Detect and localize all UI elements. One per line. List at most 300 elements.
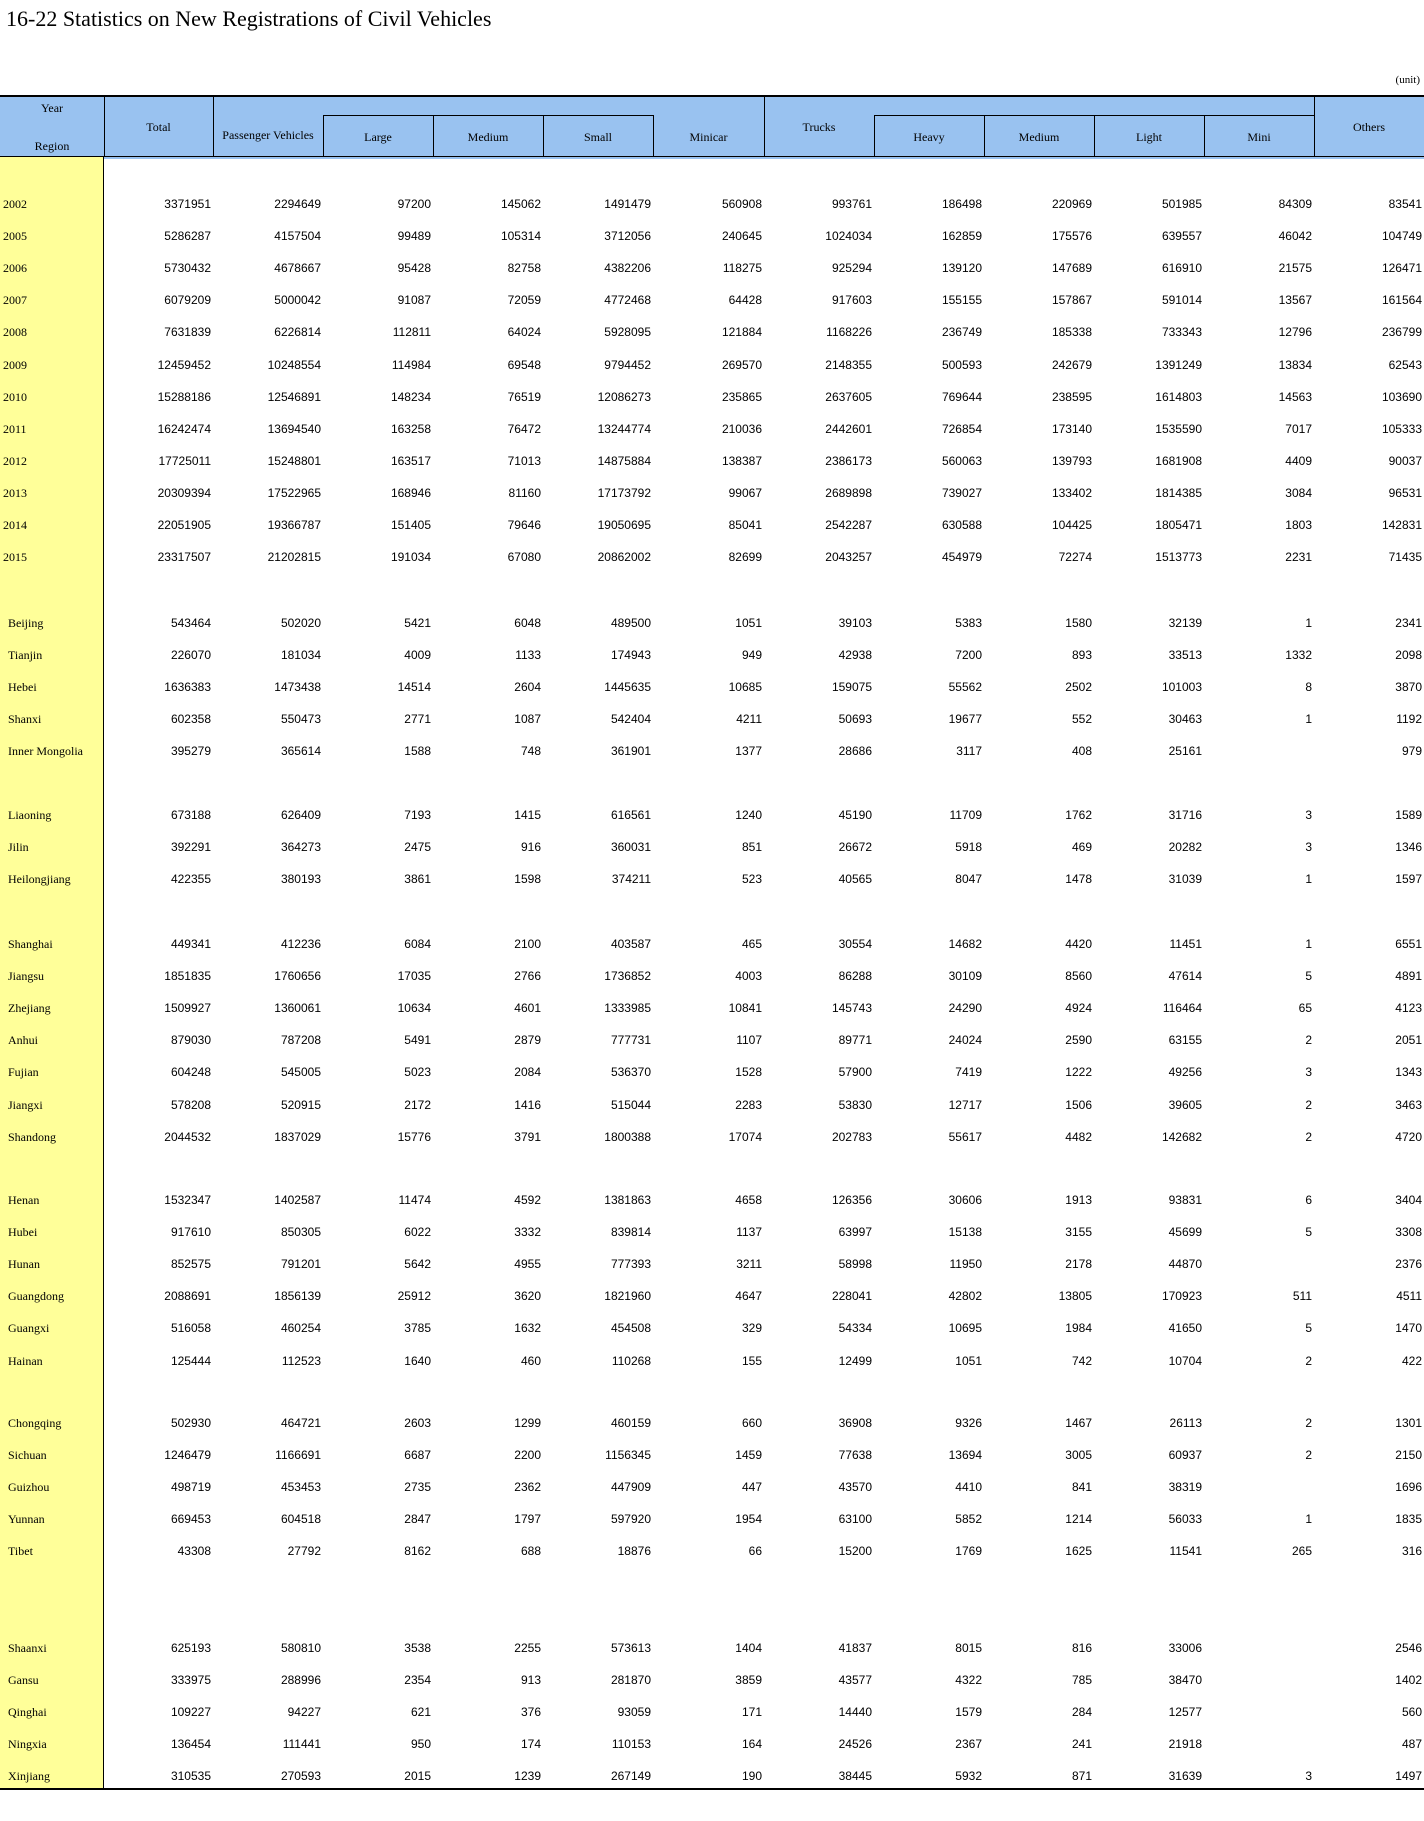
cell-value: 916 bbox=[520, 840, 541, 855]
cell-value: 4420 bbox=[1065, 937, 1092, 951]
cell-value: 5000042 bbox=[274, 293, 321, 308]
cell-value: 993761 bbox=[831, 197, 872, 211]
cell-value: 66 bbox=[748, 1544, 762, 1559]
cell-value: 10685 bbox=[728, 680, 762, 695]
cell-value: 62543 bbox=[1388, 357, 1422, 372]
cell-value: 43577 bbox=[838, 1673, 872, 1688]
row-label: 2008 bbox=[3, 325, 27, 340]
cell-value: 1954 bbox=[735, 1512, 762, 1527]
cell-value: 2442601 bbox=[825, 421, 872, 436]
cell-value: 1415 bbox=[514, 808, 541, 822]
cell-value: 147689 bbox=[1051, 261, 1092, 276]
row-label: Inner Mongolia bbox=[8, 744, 83, 759]
cell-value: 3538 bbox=[404, 1641, 431, 1655]
grid-line bbox=[0, 156, 1424, 157]
cell-value: 46042 bbox=[1278, 229, 1312, 244]
cell-value: 12796 bbox=[1278, 325, 1312, 340]
cell-value: 38470 bbox=[1168, 1673, 1202, 1688]
cell-value: 597920 bbox=[610, 1512, 651, 1527]
cell-value: 487 bbox=[1401, 1737, 1422, 1752]
cell-value: 1 bbox=[1305, 937, 1312, 951]
cell-value: 12459452 bbox=[157, 357, 211, 372]
cell-value: 27792 bbox=[287, 1544, 321, 1559]
table-row bbox=[0, 704, 1424, 736]
cell-value: 5918 bbox=[955, 840, 982, 855]
cell-value: 1467 bbox=[1065, 1416, 1092, 1430]
cell-value: 2231 bbox=[1285, 550, 1312, 565]
cell-value: 3712056 bbox=[604, 229, 651, 244]
cell-value: 460254 bbox=[280, 1321, 321, 1336]
header-region: Region bbox=[34, 139, 70, 153]
cell-value: 82758 bbox=[507, 261, 541, 276]
row-label: Hubei bbox=[8, 1225, 38, 1240]
table-row bbox=[0, 414, 1424, 446]
cell-value: 454979 bbox=[941, 550, 982, 565]
cell-value: 4410 bbox=[955, 1480, 982, 1495]
cell-value: 19677 bbox=[948, 712, 982, 727]
cell-value: 81160 bbox=[508, 485, 541, 500]
cell-value: 22051905 bbox=[157, 518, 211, 532]
cell-value: 9794452 bbox=[604, 357, 651, 372]
cell-value: 616561 bbox=[610, 808, 651, 822]
table-row bbox=[0, 253, 1424, 285]
cell-value: 333975 bbox=[170, 1673, 211, 1688]
cell-value: 2546 bbox=[1395, 1641, 1422, 1655]
grid-line bbox=[764, 95, 765, 157]
cell-value: 7017 bbox=[1285, 421, 1312, 436]
cell-value: 288996 bbox=[280, 1673, 321, 1688]
cell-value: 469 bbox=[1071, 840, 1092, 855]
cell-value: 449341 bbox=[170, 937, 211, 951]
cell-value: 4678667 bbox=[274, 261, 321, 276]
cell-value: 1391249 bbox=[1155, 357, 1202, 372]
row-label: Ningxia bbox=[8, 1737, 47, 1752]
table-row bbox=[0, 640, 1424, 672]
cell-value: 2604 bbox=[514, 680, 541, 695]
unit-label: (unit) bbox=[1395, 74, 1420, 86]
row-label: Guangxi bbox=[8, 1321, 50, 1336]
cell-value: 164 bbox=[741, 1737, 762, 1752]
cell-value: 3859 bbox=[735, 1673, 762, 1688]
cell-value: 464721 bbox=[280, 1416, 321, 1430]
row-label: 2002 bbox=[3, 197, 27, 211]
cell-value: 139793 bbox=[1051, 453, 1092, 468]
cell-value: 1343 bbox=[1395, 1065, 1422, 1080]
table-row bbox=[0, 1504, 1424, 1536]
table-bottom-border bbox=[0, 1788, 1424, 1790]
cell-value: 3332 bbox=[514, 1225, 541, 1240]
cell-value: 639557 bbox=[1161, 229, 1202, 244]
row-label: Shanxi bbox=[8, 712, 42, 727]
table-row bbox=[0, 1122, 1424, 1154]
row-label: Henan bbox=[8, 1193, 40, 1207]
cell-value: 950 bbox=[410, 1737, 431, 1752]
cell-value: 3785 bbox=[404, 1321, 431, 1336]
table-row bbox=[0, 1249, 1424, 1281]
cell-value: 1856139 bbox=[274, 1289, 321, 1304]
cell-value: 453453 bbox=[280, 1480, 321, 1495]
cell-value: 126471 bbox=[1381, 261, 1422, 276]
cell-value: 4211 bbox=[736, 712, 762, 727]
grid-line bbox=[874, 115, 875, 157]
cell-value: 139120 bbox=[941, 261, 982, 276]
row-label: Shandong bbox=[8, 1129, 56, 1144]
cell-value: 5491 bbox=[404, 1033, 431, 1048]
cell-value: 53830 bbox=[838, 1097, 872, 1112]
row-label: 2015 bbox=[3, 550, 27, 565]
header-truck-medium: Medium bbox=[1018, 130, 1060, 144]
cell-value: 1696 bbox=[1395, 1480, 1422, 1495]
cell-value: 4482 bbox=[1065, 1129, 1092, 1144]
cell-value: 3404 bbox=[1395, 1193, 1422, 1207]
cell-value: 785 bbox=[1071, 1673, 1092, 1688]
header-others: Others bbox=[1353, 120, 1385, 134]
cell-value: 71435 bbox=[1388, 550, 1422, 565]
cell-value: 28686 bbox=[838, 744, 872, 759]
cell-value: 8 bbox=[1305, 680, 1312, 695]
cell-value: 1051 bbox=[955, 1353, 982, 1368]
cell-value: 739027 bbox=[941, 485, 982, 500]
cell-value: 361901 bbox=[610, 744, 651, 759]
cell-value: 502020 bbox=[280, 616, 321, 630]
header-mini: Mini bbox=[1247, 130, 1271, 144]
cell-value: 104425 bbox=[1051, 518, 1092, 532]
cell-value: 454508 bbox=[610, 1321, 651, 1336]
cell-value: 43308 bbox=[177, 1544, 211, 1559]
cell-value: 86288 bbox=[838, 969, 872, 984]
table-row bbox=[0, 1217, 1424, 1249]
cell-value: 9326 bbox=[955, 1416, 982, 1430]
cell-value: 465 bbox=[741, 937, 762, 951]
row-label: Liaoning bbox=[8, 808, 52, 822]
cell-value: 2735 bbox=[404, 1480, 431, 1495]
cell-value: 8560 bbox=[1065, 969, 1092, 984]
grid-line bbox=[104, 95, 105, 157]
table-row bbox=[0, 1697, 1424, 1729]
cell-value: 791201 bbox=[280, 1257, 321, 1272]
cell-value: 2771 bbox=[404, 712, 431, 727]
cell-value: 226070 bbox=[170, 648, 211, 663]
cell-value: 1239 bbox=[514, 1769, 541, 1784]
cell-value: 4924 bbox=[1065, 1001, 1092, 1016]
cell-value: 14875884 bbox=[597, 453, 651, 468]
cell-value: 30109 bbox=[948, 969, 982, 984]
table-row bbox=[0, 221, 1424, 253]
cell-value: 3084 bbox=[1285, 485, 1312, 500]
cell-value: 501985 bbox=[1161, 197, 1202, 211]
row-label: Anhui bbox=[8, 1033, 38, 1048]
cell-value: 1835 bbox=[1395, 1512, 1422, 1527]
cell-value: 31639 bbox=[1168, 1769, 1202, 1784]
cell-value: 238595 bbox=[1051, 389, 1092, 404]
cell-value: 90037 bbox=[1388, 453, 1422, 468]
cell-value: 6687 bbox=[404, 1448, 431, 1463]
cell-value: 17074 bbox=[728, 1129, 762, 1144]
cell-value: 24526 bbox=[838, 1737, 872, 1752]
cell-value: 580810 bbox=[280, 1641, 321, 1655]
cell-value: 126356 bbox=[831, 1193, 872, 1207]
cell-value: 616910 bbox=[1161, 261, 1202, 276]
cell-value: 83541 bbox=[1388, 197, 1422, 211]
table-row bbox=[0, 1729, 1424, 1761]
cell-value: 5023 bbox=[404, 1065, 431, 1080]
table-row bbox=[0, 1057, 1424, 1089]
cell-value: 17522965 bbox=[267, 485, 321, 500]
cell-value: 64428 bbox=[728, 293, 762, 308]
row-label: Chongqing bbox=[8, 1416, 62, 1430]
cell-value: 5932 bbox=[955, 1769, 982, 1784]
cell-value: 105333 bbox=[1381, 421, 1422, 436]
cell-value: 45190 bbox=[838, 808, 872, 822]
cell-value: 1402587 bbox=[274, 1193, 321, 1207]
row-label: Guangdong bbox=[8, 1289, 64, 1304]
table-row bbox=[0, 350, 1424, 382]
cell-value: 1614803 bbox=[1155, 389, 1202, 404]
cell-value: 1166691 bbox=[275, 1448, 321, 1463]
cell-value: 1814385 bbox=[1155, 485, 1202, 500]
header-year: Year bbox=[40, 101, 64, 115]
cell-value: 33006 bbox=[1168, 1641, 1202, 1655]
cell-value: 40565 bbox=[838, 872, 872, 887]
grid-line bbox=[874, 115, 1315, 116]
cell-value: 4955 bbox=[514, 1257, 541, 1272]
cell-value: 621 bbox=[410, 1705, 431, 1720]
cell-value: 578208 bbox=[170, 1097, 211, 1112]
cell-value: 2283 bbox=[735, 1097, 762, 1112]
cell-value: 6084 bbox=[404, 937, 431, 951]
cell-value: 72274 bbox=[1058, 550, 1092, 565]
cell-value: 31039 bbox=[1168, 872, 1202, 887]
cell-value: 1760656 bbox=[274, 969, 321, 984]
cell-value: 1803 bbox=[1285, 518, 1312, 532]
cell-value: 4382206 bbox=[604, 261, 651, 276]
cell-value: 2542287 bbox=[825, 518, 872, 532]
cell-value: 3463 bbox=[1395, 1097, 1422, 1112]
row-label: Jiangsu bbox=[8, 969, 44, 984]
cell-value: 2590 bbox=[1065, 1033, 1092, 1048]
cell-value: 879030 bbox=[170, 1033, 211, 1048]
cell-value: 1416 bbox=[514, 1097, 541, 1112]
cell-value: 3155 bbox=[1065, 1225, 1092, 1240]
cell-value: 1459 bbox=[735, 1448, 762, 1463]
cell-value: 39103 bbox=[838, 616, 872, 630]
cell-value: 1301 bbox=[1395, 1416, 1422, 1430]
cell-value: 688 bbox=[520, 1544, 541, 1559]
cell-value: 1984 bbox=[1065, 1321, 1092, 1336]
cell-value: 1470 bbox=[1395, 1321, 1422, 1336]
cell-value: 560 bbox=[1401, 1705, 1422, 1720]
table-row bbox=[0, 542, 1424, 574]
table-row bbox=[0, 446, 1424, 478]
cell-value: 604518 bbox=[280, 1512, 321, 1527]
cell-value: 851 bbox=[741, 840, 762, 855]
cell-value: 852575 bbox=[170, 1257, 211, 1272]
cell-value: 121884 bbox=[721, 325, 762, 340]
cell-value: 30463 bbox=[1168, 712, 1202, 727]
row-label: Sichuan bbox=[8, 1448, 47, 1463]
cell-value: 310535 bbox=[170, 1769, 211, 1784]
cell-value: 12577 bbox=[1168, 1705, 1202, 1720]
cell-value: 6022 bbox=[404, 1225, 431, 1240]
cell-value: 163517 bbox=[390, 453, 431, 468]
cell-value: 591014 bbox=[1161, 293, 1202, 308]
cell-value: 1913 bbox=[1065, 1193, 1092, 1207]
cell-value: 11950 bbox=[949, 1257, 982, 1272]
cell-value: 138387 bbox=[721, 453, 762, 468]
cell-value: 2 bbox=[1305, 1033, 1312, 1048]
cell-value: 17173792 bbox=[597, 485, 651, 500]
table-row bbox=[0, 478, 1424, 510]
cell-value: 11451 bbox=[1169, 937, 1202, 951]
cell-value: 6048 bbox=[514, 616, 541, 630]
cell-value: 5 bbox=[1305, 969, 1312, 984]
cell-value: 10695 bbox=[948, 1321, 982, 1336]
cell-value: 56033 bbox=[1168, 1512, 1202, 1527]
cell-value: 787208 bbox=[280, 1033, 321, 1048]
row-label: Xinjiang bbox=[8, 1769, 50, 1784]
cell-value: 15200 bbox=[838, 1544, 872, 1559]
cell-value: 3005 bbox=[1065, 1448, 1092, 1463]
table-row bbox=[0, 1665, 1424, 1697]
cell-value: 2766 bbox=[514, 969, 541, 984]
cell-value: 1632 bbox=[514, 1321, 541, 1336]
cell-value: 2148355 bbox=[825, 357, 872, 372]
cell-value: 13694540 bbox=[267, 421, 321, 436]
cell-value: 18876 bbox=[617, 1544, 651, 1559]
cell-value: 4003 bbox=[735, 969, 762, 984]
cell-value: 4658 bbox=[735, 1193, 762, 1207]
cell-value: 15248801 bbox=[267, 453, 321, 468]
cell-value: 913 bbox=[520, 1673, 541, 1688]
cell-value: 2172 bbox=[404, 1097, 431, 1112]
cell-value: 1377 bbox=[735, 744, 762, 759]
table-row bbox=[0, 1281, 1424, 1313]
cell-value: 3 bbox=[1305, 840, 1312, 855]
cell-value: 1299 bbox=[514, 1416, 541, 1430]
cell-value: 7419 bbox=[955, 1065, 982, 1080]
row-label: Qinghai bbox=[8, 1705, 47, 1720]
grid-line bbox=[433, 115, 434, 157]
cell-value: 269570 bbox=[721, 357, 762, 372]
cell-value: 4891 bbox=[1395, 969, 1422, 984]
cell-value: 94227 bbox=[287, 1705, 321, 1720]
cell-value: 284 bbox=[1071, 1705, 1092, 1720]
cell-value: 626409 bbox=[280, 808, 321, 822]
cell-value: 111441 bbox=[282, 1737, 321, 1752]
cell-value: 1051 bbox=[735, 616, 762, 630]
cell-value: 202783 bbox=[831, 1129, 872, 1144]
cell-value: 520915 bbox=[280, 1097, 321, 1112]
cell-value: 726854 bbox=[941, 421, 982, 436]
cell-value: 2150 bbox=[1395, 1448, 1422, 1463]
table-row bbox=[0, 864, 1424, 896]
cell-value: 67080 bbox=[507, 550, 541, 565]
cell-value: 5642 bbox=[404, 1257, 431, 1272]
cell-value: 4772468 bbox=[604, 293, 651, 308]
cell-value: 460 bbox=[520, 1353, 541, 1368]
cell-value: 4601 bbox=[514, 1001, 541, 1016]
cell-value: 110153 bbox=[611, 1737, 651, 1752]
cell-value: 364273 bbox=[280, 840, 321, 855]
cell-value: 6226814 bbox=[274, 325, 321, 340]
cell-value: 543464 bbox=[170, 616, 211, 630]
cell-value: 748 bbox=[520, 744, 541, 759]
cell-value: 151405 bbox=[390, 518, 431, 532]
cell-value: 136454 bbox=[170, 1737, 211, 1752]
cell-value: 13694 bbox=[948, 1448, 982, 1463]
cell-value: 1851835 bbox=[164, 969, 211, 984]
cell-value: 65 bbox=[1298, 1001, 1312, 1016]
cell-value: 1579 bbox=[955, 1705, 982, 1720]
cell-value: 917610 bbox=[170, 1225, 211, 1240]
cell-value: 95428 bbox=[397, 261, 431, 276]
cell-value: 270593 bbox=[280, 1769, 321, 1784]
cell-value: 57900 bbox=[838, 1065, 872, 1080]
cell-value: 44870 bbox=[1168, 1257, 1202, 1272]
cell-value: 5286287 bbox=[164, 229, 211, 244]
cell-value: 5421 bbox=[404, 616, 431, 630]
table-row bbox=[0, 317, 1424, 349]
cell-value: 8047 bbox=[955, 872, 982, 887]
cell-value: 604248 bbox=[170, 1065, 211, 1080]
row-label: 2012 bbox=[3, 453, 27, 468]
cell-value: 5852 bbox=[955, 1512, 982, 1527]
row-label: 2014 bbox=[3, 518, 27, 532]
cell-value: 560063 bbox=[941, 453, 982, 468]
cell-value: 13834 bbox=[1278, 357, 1312, 372]
cell-value: 30606 bbox=[948, 1193, 982, 1207]
cell-value: 395279 bbox=[170, 744, 211, 759]
cell-value: 2367 bbox=[955, 1737, 982, 1752]
cell-value: 498719 bbox=[170, 1480, 211, 1495]
cell-value: 3371951 bbox=[164, 197, 211, 211]
cell-value: 133402 bbox=[1051, 485, 1092, 500]
cell-value: 2051 bbox=[1395, 1033, 1422, 1048]
cell-value: 155155 bbox=[941, 293, 982, 308]
table-row bbox=[0, 1185, 1424, 1217]
row-label: 2007 bbox=[3, 293, 27, 308]
cell-value: 500593 bbox=[941, 357, 982, 372]
cell-value: 3620 bbox=[514, 1289, 541, 1304]
cell-value: 186498 bbox=[941, 197, 982, 211]
cell-value: 145743 bbox=[831, 1001, 872, 1016]
cell-value: 2255 bbox=[514, 1641, 541, 1655]
cell-value: 1332 bbox=[1285, 648, 1312, 663]
cell-value: 1473438 bbox=[274, 680, 321, 695]
cell-value: 236749 bbox=[941, 325, 982, 340]
table-row bbox=[0, 832, 1424, 864]
cell-value: 673188 bbox=[170, 808, 211, 822]
cell-value: 99067 bbox=[728, 485, 762, 500]
cell-value: 6551 bbox=[1395, 937, 1422, 951]
cell-value: 13244774 bbox=[597, 421, 651, 436]
cell-value: 71013 bbox=[507, 453, 541, 468]
cell-value: 1156345 bbox=[605, 1448, 651, 1463]
cell-value: 573613 bbox=[610, 1641, 651, 1655]
cell-value: 10634 bbox=[397, 1001, 431, 1016]
cell-value: 4592 bbox=[514, 1193, 541, 1207]
cell-value: 893 bbox=[1071, 648, 1092, 663]
cell-value: 871 bbox=[1071, 1769, 1092, 1784]
cell-value: 2 bbox=[1305, 1353, 1312, 1368]
cell-value: 12717 bbox=[948, 1097, 982, 1112]
cell-value: 511 bbox=[1292, 1289, 1312, 1304]
cell-value: 13805 bbox=[1058, 1289, 1092, 1304]
cell-value: 2354 bbox=[404, 1673, 431, 1688]
cell-value: 42802 bbox=[948, 1289, 982, 1304]
cell-value: 1636383 bbox=[164, 680, 211, 695]
cell-value: 21575 bbox=[1278, 261, 1312, 276]
